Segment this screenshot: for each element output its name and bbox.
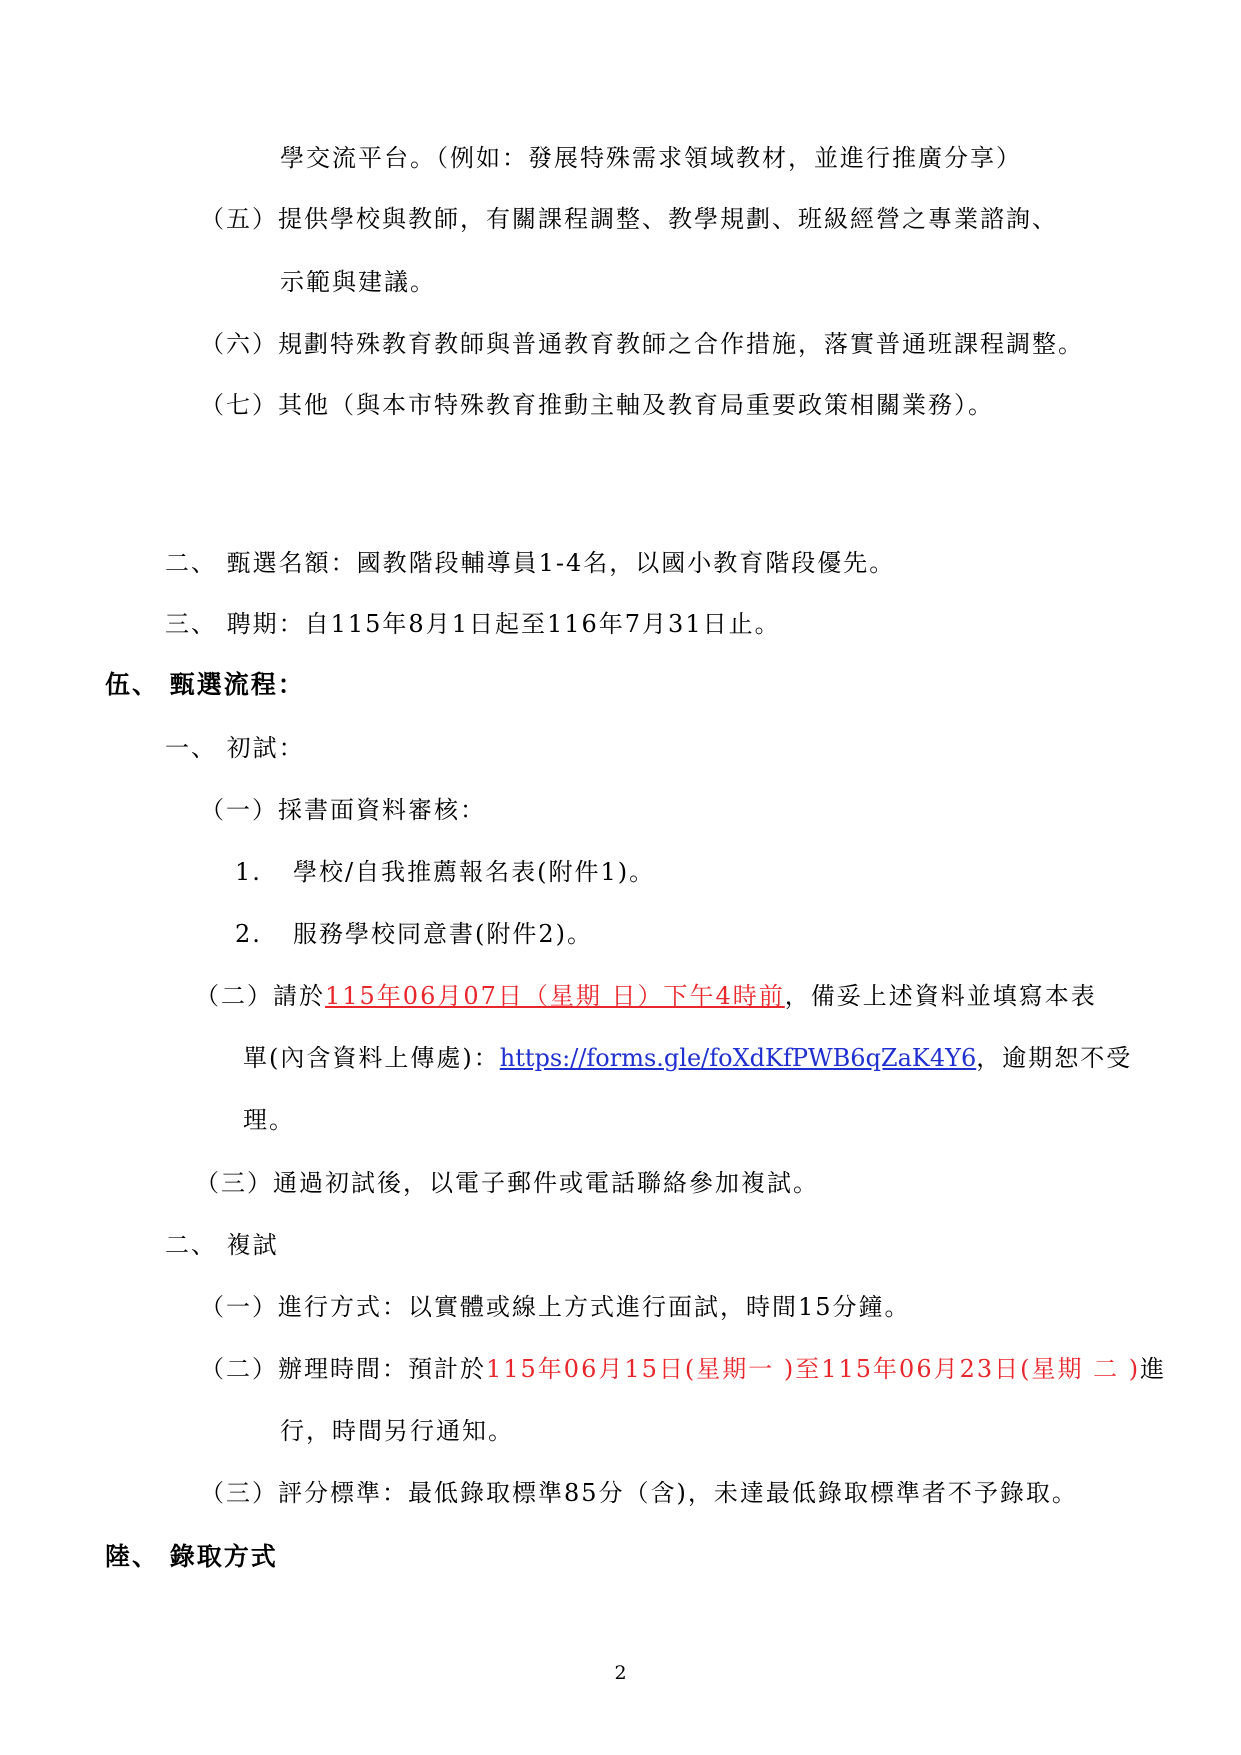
list-item: 服務學校同意書(附件2)。 (293, 920, 593, 948)
text-segment: 單(內含資料上傳處)： (243, 1044, 500, 1072)
text-line: （七）其他（與本市特殊教育推動主軸及教育局重要政策相關業務）。 (200, 391, 994, 419)
subsection-heading: 二、 複試 (165, 1231, 279, 1259)
text-line: （一）採書面資料審核： (200, 796, 486, 824)
list-number: 1. (235, 858, 262, 886)
text-line: 理。 (243, 1106, 295, 1134)
text-line: （三）通過初試後，以電子郵件或電話聯絡參加複試。 (195, 1169, 819, 1197)
text-line: 學交流平台。（例如：發展特殊需求領域教材，並進行推廣分享） (280, 144, 1022, 172)
text-line: （六）規劃特殊教育教師與普通教育教師之合作措施，落實普通班課程調整。 (200, 330, 1084, 358)
form-link[interactable]: https://forms.gle/foXdKfPWB6qZaK4Y6 (499, 1044, 977, 1072)
list-item: 學校/自我推薦報名表(附件1)。 (293, 858, 656, 886)
text-line (195, 979, 1097, 1013)
text-segment: （二）請於 (195, 982, 325, 1010)
subsection-heading: 一、 初試： (165, 734, 305, 762)
text-line (243, 1041, 1132, 1075)
text-line: （五）提供學校與教師，有關課程調整、教學規劃、班級經營之專業諮詢、 (200, 205, 1058, 233)
text-line: （三）評分標準：最低錄取標準85分（含)，未達最低錄取標準者不予錄取。 (200, 1479, 1078, 1507)
text-line: 行，時間另行通知。 (280, 1417, 514, 1445)
section-heading: 伍、 甄選流程： (105, 670, 305, 699)
list-number: 2. (235, 920, 262, 948)
page-number: 2 (614, 1662, 627, 1684)
text-line: 三、 聘期：自115年8月1日起至116年7月31日止。 (165, 610, 781, 638)
deadline-highlight: 115年06月07日（星期 日）下午4時前 (325, 982, 785, 1010)
text-line: 二、 甄選名額：國教階段輔導員1-4名，以國小教育階段優先。 (165, 549, 896, 577)
text-line: 示範與建議。 (280, 268, 436, 296)
text-segment: 進 (1140, 1355, 1167, 1383)
schedule-highlight: 115年06月15日(星期一 )至115年06月23日(星期 二 ) (486, 1355, 1141, 1383)
text-segment: ，備妥上述資料並填寫本表 (784, 982, 1097, 1010)
text-segment: （二）辦理時間：預計於 (200, 1355, 486, 1383)
text-segment: ，逾期恕不受 (976, 1044, 1133, 1072)
text-line (200, 1352, 1166, 1386)
text-line: （一）進行方式：以實體或線上方式進行面試，時間15分鐘。 (200, 1293, 911, 1321)
section-heading: 陸、 錄取方式 (105, 1542, 278, 1571)
